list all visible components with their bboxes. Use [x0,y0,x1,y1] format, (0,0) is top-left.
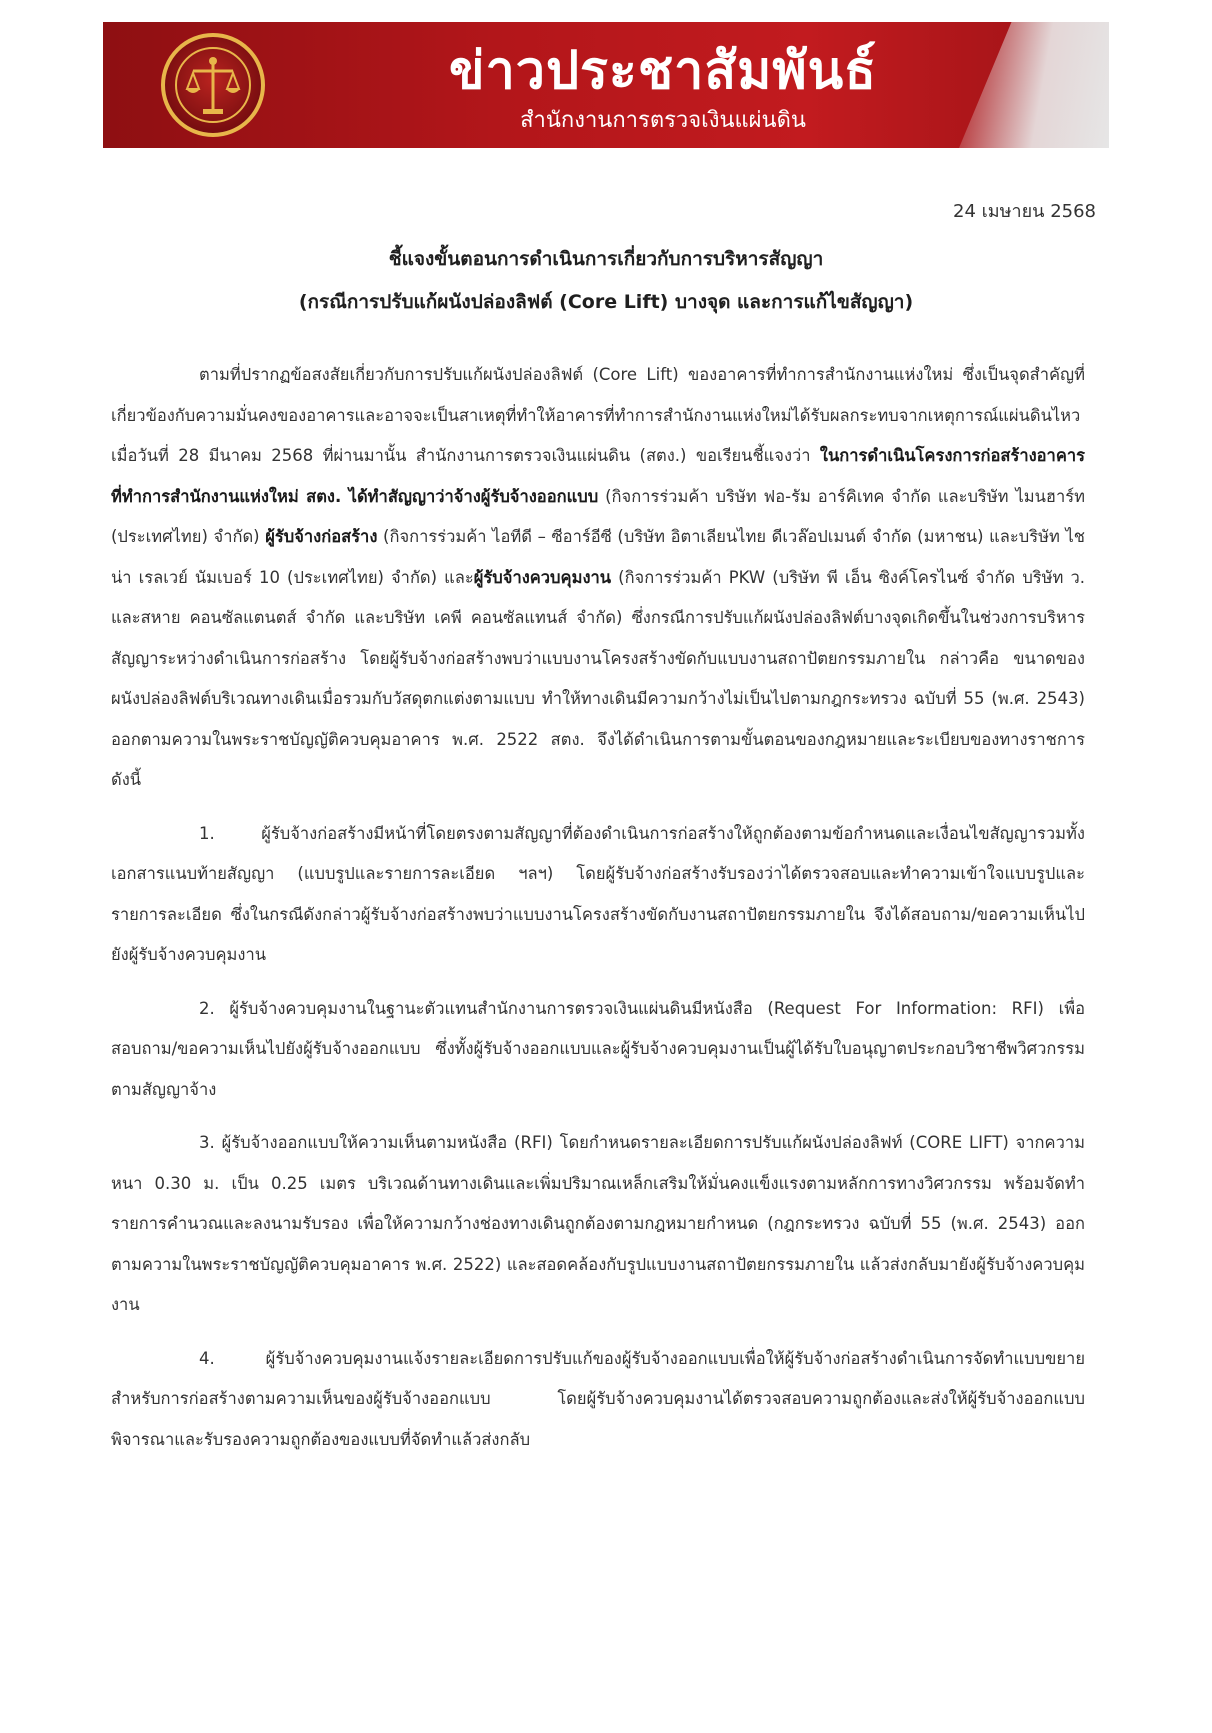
intro-paragraph [111,355,1085,801]
scales-icon [185,55,241,119]
document-title-line1: ชี้แจงขั้นตอนการดำเนินการเกี่ยวกับการบริหารสัญญา [388,248,824,270]
intro-text-1: ตามที่ปรากฏข้อสงสัยเกี่ยวกับการปรับแก้ผนังปล่องลิฟต์ (Core Lift) ของอาคารที่ทำการสำนักงานแห่งใหม่ ซึ่งเป็นจุดสำคัญที่เกี่ยวข้องกับความมั่นคงของอาคารและอาจจะเป็นสาเหตุที่ทำให้อาคารที่ทำการสำนักงานแห่งใหม่ได้รับผลกระทบจากเหตุการณ์แผ่นดินไหว เมื่อวันที่ 28 มีนาคม 2568 ที่ผ่านมานั้น สำนักงานการตรวจเงินแผ่นดิน (สตง.) ขอเรียนชี้แจงว่า [111,365,1085,465]
intro-bold-1: ในการดำเนินโครงการก่อสร้างอาคารที่ทำการสำนักงานแห่งใหม่ สตง. ได้ทำสัญญาว่าจ้างผู้รับจ้างออกแบบ [111,446,1085,506]
intro-text-3: (กิจการร่วมค้า ไอทีดี – ซีอาร์อีซี (บริษัท อิตาเลียนไทย ดีเวล๊อปเมนต์ จำกัด (มหาชน) และบริษัท ไชน่า เรลเวย์ นัมเบอร์ 10 (ประเทศไทย) จำกัด) และ [111,527,1085,587]
header-banner [103,22,1109,148]
oag-seal-logo [161,33,265,137]
banner-subtitle: สำนักงานการตรวจเงินแผ่นดิน [520,108,806,133]
intro-text-2: (กิจการร่วมค้า บริษัท ฟอ-รัม อาร์คิเทค จำกัด และบริษัท ไมนฮาร์ท (ประเทศไทย) จำกัด) [111,486,1085,546]
body-content [111,355,1085,1473]
list-item-3: 3. ผู้รับจ้างออกแบบให้ความเห็นตามหนังสือ (RFI) โดยกำหนดรายละเอียดการปรับแก้ผนังปล่องลิฟท์ (CORE LIFT) จากความหนา 0.30 ม. เป็น 0.25 เมตร บริเวณด้านทางเดินและเพิ่มปริมาณเหล็กเสริมให้มั่นคงแข็งแรงตามหลักการทางวิศวกรรม พร้อมจัดทำรายการคำนวณและลงนามรับรอง เพื่อให้ความกว้างช่องทางเดินถูกต้องตามกฎหมายกำหนด (กฎกระทรวง ฉบับที่ 55 (พ.ศ. 2543) ออกตามความในพระราชบัญญัติควบคุมอาคาร พ.ศ. 2522) และสอดคล้องกับรูปแบบงานสถาปัตยกรรมภายใน แล้วส่งกลับมายังผู้รับจ้างควบคุมงาน [111,1133,1085,1314]
intro-bold-3: ผู้รับจ้างควบคุมงาน [473,567,612,587]
release-date: 24 เมษายน 2568 [953,201,1096,222]
document-title-line2: (กรณีการปรับแก้ผนังปล่องลิฟต์ (Core Lift) บางจุด และการแก้ไขสัญญา) [298,291,914,313]
list-item-2: 2. ผู้รับจ้างควบคุมงานในฐานะตัวแทนสำนักงานการตรวจเงินแผ่นดินมีหนังสือ (Request For Information: RFI) เพื่อสอบถาม/ขอความเห็นไปยังผู้รับจ้างออกแบบ ซึ่งทั้งผู้รับจ้างออกแบบและผู้รับจ้างควบคุมงานเป็นผู้ได้รับใบอนุญาตประกอบวิชาชีพวิศวกรรมตามสัญญาจ้าง [111,998,1085,1099]
list-item-4: 4. ผู้รับจ้างควบคุมงานแจ้งรายละเอียดการปรับแก้ของผู้รับจ้างออกแบบเพื่อให้ผู้รับจ้างก่อสร้างดำเนินการจัดทำแบบขยายสำหรับการก่อสร้างตามความเห็นของผู้รับจ้างออกแบบ โดยผู้รับจ้างควบคุมงานได้ตรวจสอบความถูกต้องและส่งให้ผู้รับจ้างออกแบบพิจารณาและรับรองความถูกต้องของแบบที่จัดทำแล้วส่งกลับ [111,1348,1085,1449]
list-item-1: 1. ผู้รับจ้างก่อสร้างมีหน้าที่โดยตรงตามสัญญาที่ต้องดำเนินการก่อสร้างให้ถูกต้องตามข้อกำหนดและเงื่อนไขสัญญารวมทั้งเอกสารแนบท้ายสัญญา (แบบรูปและรายการละเอียด ฯลฯ) โดยผู้รับจ้างก่อสร้างรับรองว่าได้ตรวจสอบและทำความเข้าใจแบบรูปและรายการละเอียด ซึ่งในกรณีดังกล่าวผู้รับจ้างก่อสร้างพบว่าแบบงานโครงสร้างขัดกับงานสถาปัตยกรรมภายใน จึงได้สอบถาม/ขอความเห็นไปยังผู้รับจ้างควบคุมงาน [111,823,1085,964]
intro-bold-2: ผู้รับจ้างก่อสร้าง [265,527,378,546]
banner-title: ข่าวประชาสัมพันธ์ [449,41,877,101]
intro-text-4: (กิจการร่วมค้า PKW (บริษัท พี เอ็น ซิงค์โครไนซ์ จำกัด บริษัท ว. และสหาย คอนซัลแตนตส์ จำกัด และบริษัท เคพี คอนซัลแทนส์ จำกัด) ซึ่งกรณีการปรับแก้ผนังปล่องลิฟต์บางจุดเกิดขึ้นในช่วงการบริหารสัญญาระหว่างดำเนินการก่อสร้าง โดยผู้รับจ้างก่อสร้างพบว่าแบบงานโครงสร้างขัดกับแบบงานสถาปัตยกรรมภายใน กล่าวคือ ขนาดของผนังปล่องลิฟต์บริเวณทางเดินเมื่อรวมกับวัสดุตกแต่งตามแบบ ทำให้ทางเดินมีความกว้างไม่เป็นไปตามกฎกระทรวง ฉบับที่ 55 (พ.ศ. 2543) ออกตามความในพระราชบัญญัติควบคุมอาคาร พ.ศ. 2522 สตง. จึงได้ดำเนินการตามขั้นตอนของกฎหมายและระเบียบของทางราชการ ดังนี้ [111,567,1085,789]
